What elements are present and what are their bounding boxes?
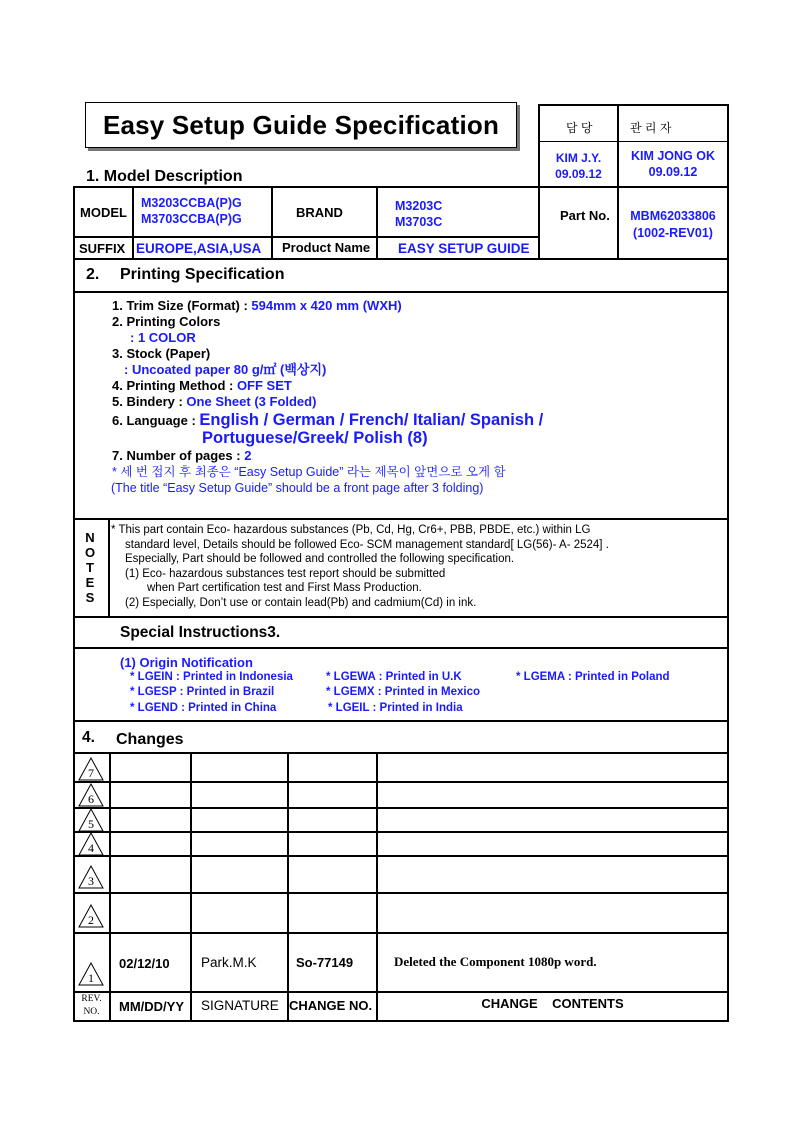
- spec-language: 6. Language : English / German / French/ Italian/ Spanish /: [112, 411, 544, 429]
- origin-item: * LGESP : Printed in Brazil: [130, 686, 275, 698]
- change-contents: Deleted the Component 1080p word.: [394, 954, 597, 969]
- suffix-value: EUROPE,ASIA,USA: [136, 241, 262, 256]
- svg-text:4: 4: [88, 841, 94, 855]
- section1-title: 1. Model Description: [86, 168, 243, 185]
- product-name-label: Product Name: [282, 240, 371, 255]
- rev-triangle-icon: [78, 783, 104, 807]
- suffix-label: SUFFIX: [79, 241, 126, 256]
- section3-title: Special Instructions3.: [120, 624, 281, 641]
- part-no-value: MBM62033806 (1002-REV01): [630, 209, 716, 240]
- origin-item: * LGEIL : Printed in India: [328, 702, 463, 714]
- rev-triangle-icon: [78, 832, 104, 856]
- rev-triangle-icon: [78, 865, 104, 889]
- date-header: MM/DD/YY: [119, 999, 184, 1014]
- rev-no-header: REV. NO.: [81, 994, 102, 1017]
- spec-method: 4. Printing Method : OFF SET: [112, 378, 292, 393]
- spec-note-english: (The title “Easy Setup Guide” should be a front page after 3 folding): [111, 481, 484, 495]
- svg-text:5: 5: [88, 817, 94, 831]
- rev-triangle-icon: [78, 757, 104, 781]
- document-title-box: [85, 102, 517, 148]
- approval-col2-name: KIM JONG OK 09.09.12: [630, 149, 716, 179]
- approval-col2-label: 관 리 자: [630, 121, 672, 135]
- approval-col1-name: KIM J.Y. 09.09.12: [555, 151, 602, 181]
- approval-col1-label: 담 당: [566, 121, 593, 135]
- notes-label: N O T E S: [84, 530, 96, 605]
- printing-spec-list: [112, 298, 543, 496]
- spec-language-line2: Portuguese/Greek/ Polish (8): [202, 429, 428, 447]
- svg-text:3: 3: [88, 874, 94, 888]
- origin-item: * LGEMA : Printed in Poland: [516, 671, 670, 683]
- rev-triangle-icon: [78, 808, 104, 832]
- svg-text:2: 2: [88, 913, 94, 927]
- origin-title: (1) Origin Notification: [120, 655, 253, 670]
- section2-number: 2.: [86, 266, 100, 283]
- section4-number: 4.: [82, 729, 95, 746]
- model-values: M3203CCBA(P)G M3703CCBA(P)G: [141, 196, 242, 226]
- model-label: MODEL: [80, 205, 127, 220]
- change-date: 02/12/10: [119, 956, 170, 971]
- spec-pages: 7. Number of pages : 2: [112, 448, 252, 463]
- brand-values: M3203C M3703C: [395, 199, 443, 229]
- origin-item: * LGEMX : Printed in Mexico: [326, 686, 480, 698]
- spec-trim: 1. Trim Size (Format) : 594mm x 420 mm (WXH): [112, 298, 402, 313]
- spec-bindery: 5. Bindery : One Sheet (3 Folded): [112, 394, 317, 409]
- rev-triangle-icon: [78, 904, 104, 928]
- origin-item: * LGEND : Printed in China: [130, 702, 277, 714]
- svg-text:7: 7: [88, 766, 94, 780]
- brand-label: BRAND: [296, 205, 343, 220]
- change-signature: Park.M.K: [201, 955, 257, 970]
- spec-colors: 2. Printing Colors: [112, 314, 221, 329]
- spec-stock-value: : Uncoated paper 80 g/㎡ (백상지): [124, 362, 327, 377]
- rev-triangle-icon: [78, 962, 104, 986]
- product-name-value: EASY SETUP GUIDE: [398, 241, 530, 256]
- svg-text:1: 1: [88, 971, 94, 985]
- spec-note-korean: * 세 번 접지 후 최종은 “Easy Setup Guide” 라는 제목이 앞면으로 오게 함: [112, 465, 506, 479]
- svg-text:6: 6: [88, 792, 94, 806]
- notes-text: * This part contain Eco- hazardous substances (Pb, Cd, Hg, Cr6+, PBB, PBDE, etc.) within LG standard level, Details should be followed Eco- SCM management standard[ LG(56)- A- 2524] . Especially, Part should be followed and controlled the following specification. (1) Eco- hazardous substances test report should be submitted when Part certification test and First Mass Production. (2) Especially, Don’t use or contain lead(Pb) and cadmium(Cd) in ink.: [111, 524, 609, 609]
- origin-item: * LGEWA : Printed in U.K: [326, 671, 462, 683]
- section4-title: Changes: [116, 731, 184, 748]
- change-no-header: CHANGE NO.: [289, 998, 373, 1013]
- origin-item: * LGEIN : Printed in Indonesia: [130, 671, 293, 683]
- spec-colors-value: : 1 COLOR: [130, 330, 196, 345]
- signature-header: SIGNATURE: [201, 998, 279, 1013]
- change-contents-header: CHANGE CONTENTS: [481, 996, 624, 1011]
- part-no-label: Part No.: [560, 208, 610, 223]
- section2-title: Printing Specification: [120, 266, 285, 283]
- spec-stock: 3. Stock (Paper): [112, 346, 211, 361]
- document-title: Easy Setup Guide Specification: [102, 109, 500, 140]
- change-number: So-77149: [296, 955, 354, 970]
